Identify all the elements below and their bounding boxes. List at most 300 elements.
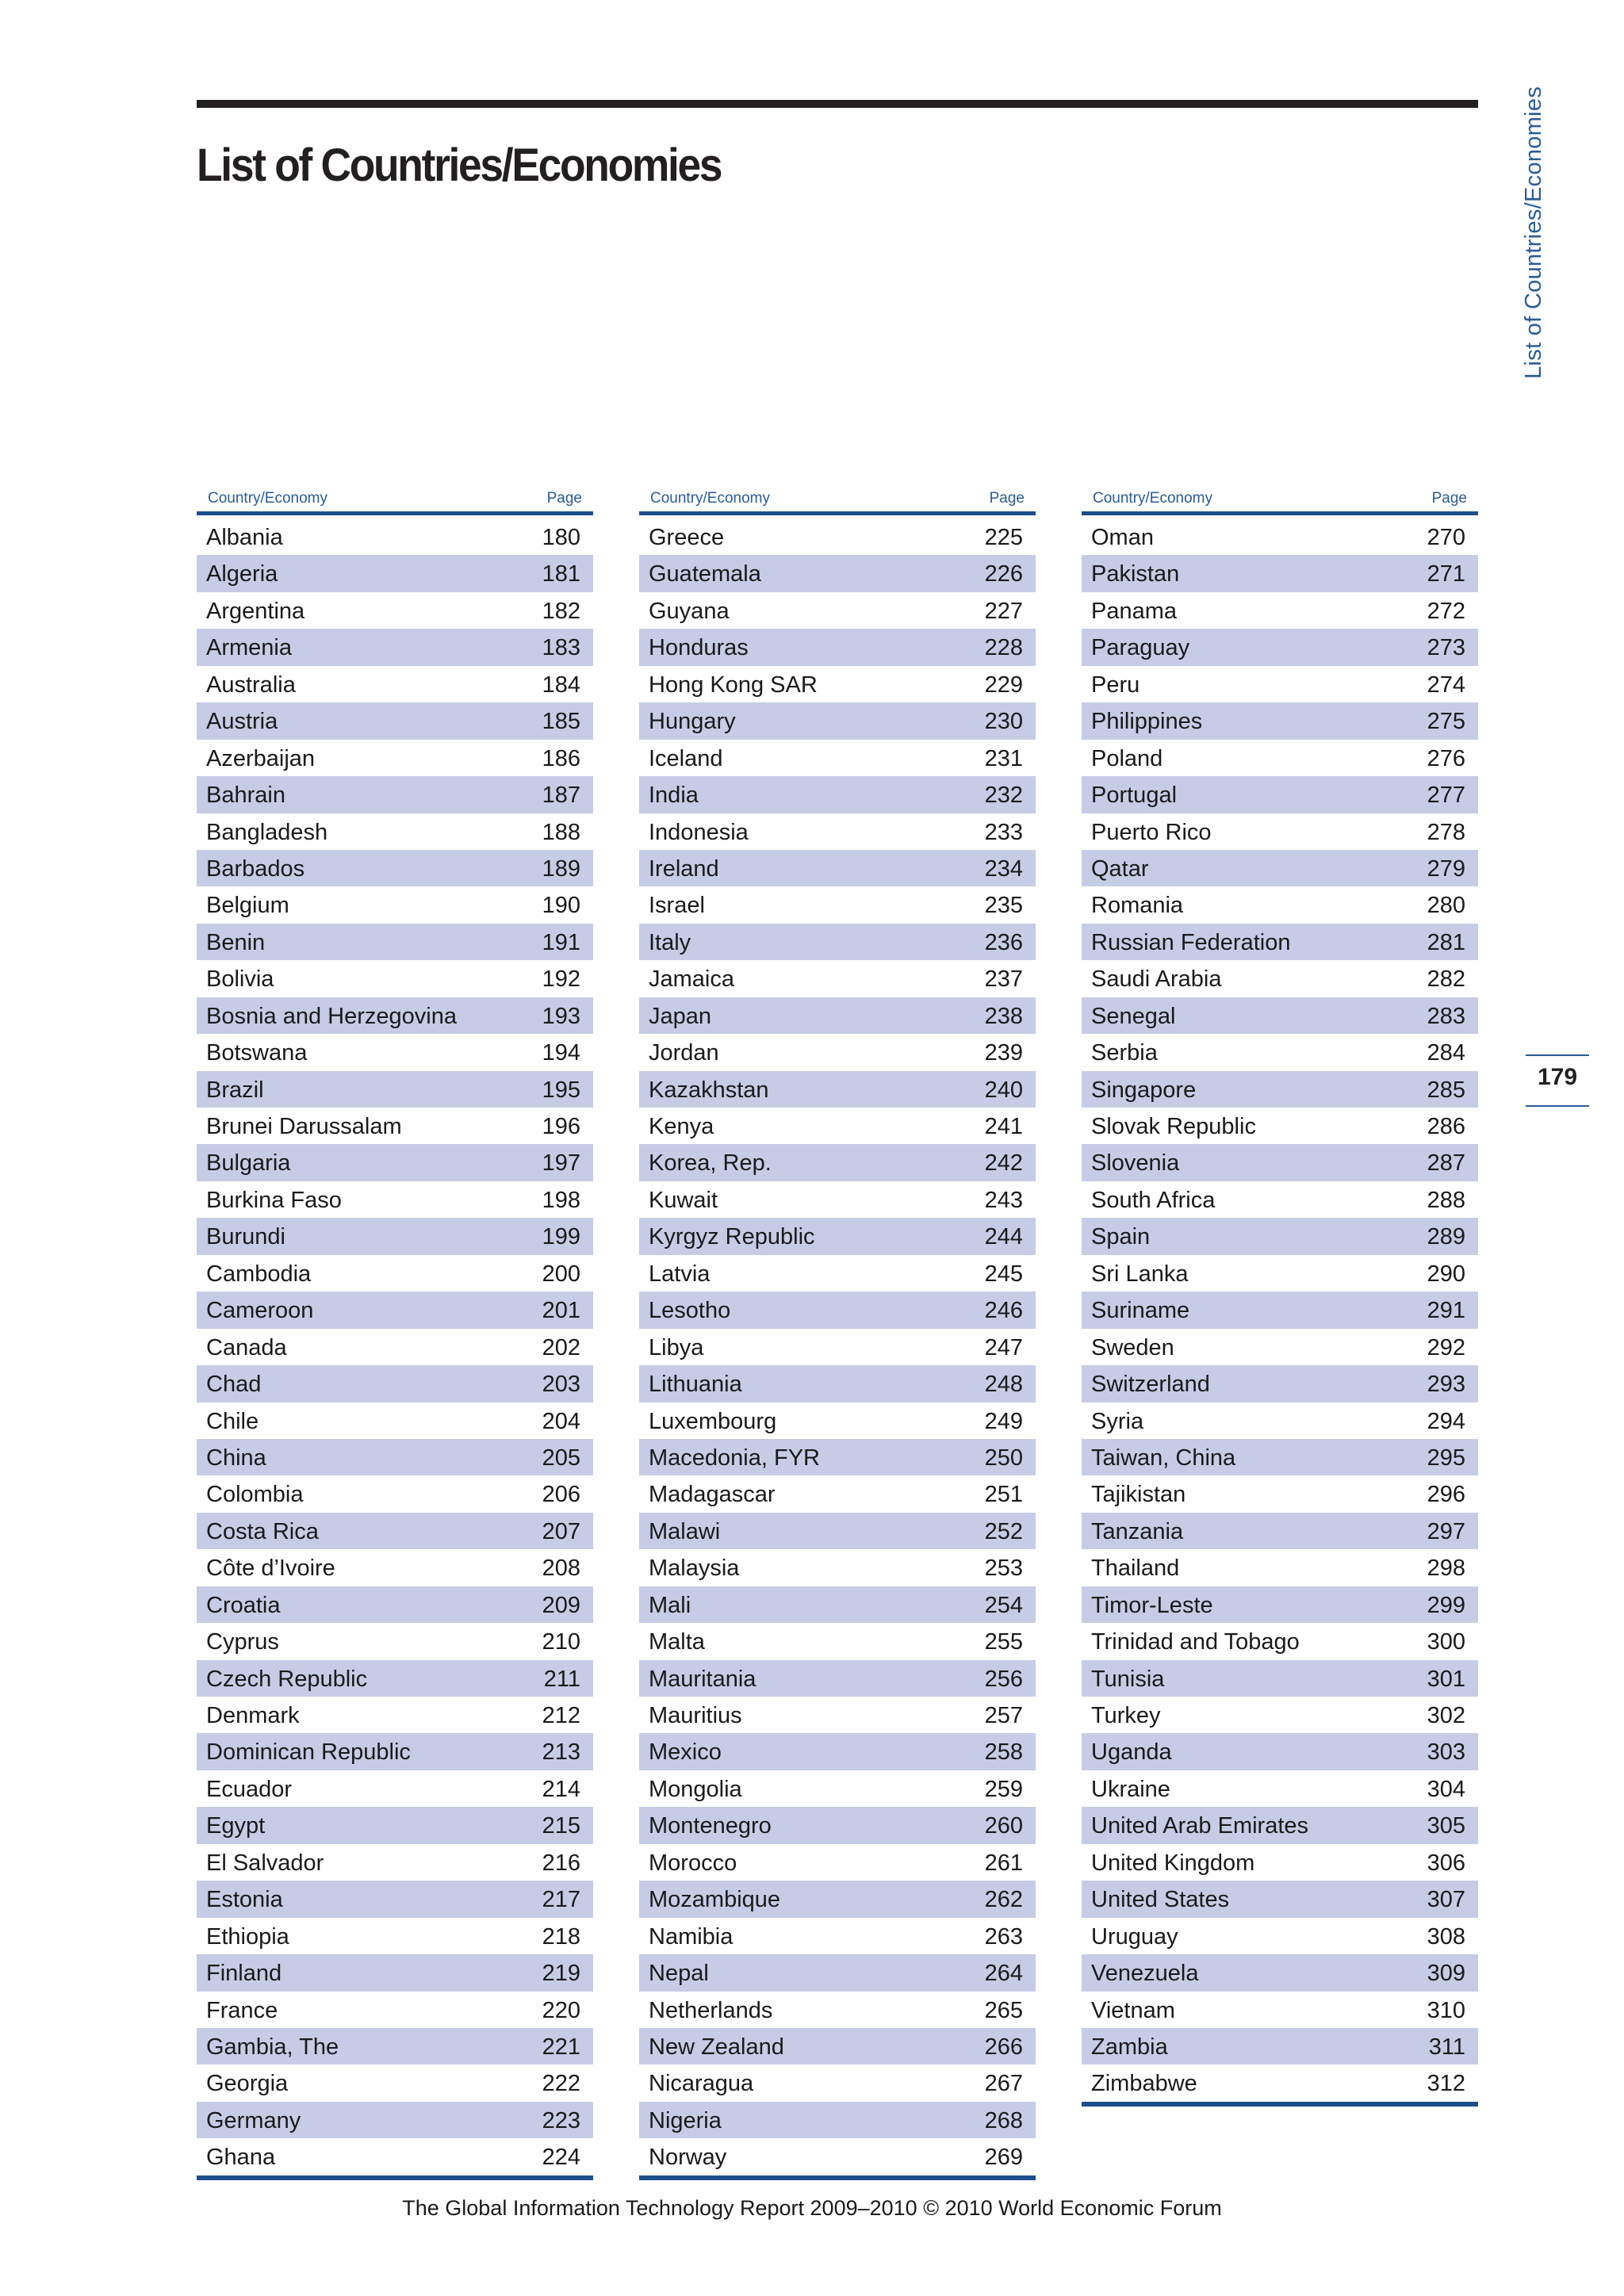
table-row	[639, 1623, 1036, 1659]
table-row	[197, 1770, 593, 1807]
country-name: Tunisia	[1091, 1666, 1165, 1692]
country-name: Nepal	[649, 1961, 709, 1987]
country-name: Azerbaijan	[206, 745, 316, 771]
page-ref: 274	[1427, 672, 1465, 698]
page-ref: 287	[1427, 1150, 1465, 1177]
country-name: Tajikistan	[1091, 1482, 1186, 1508]
page-ref: 297	[1427, 1518, 1465, 1544]
country-name: El Salvador	[206, 1850, 324, 1876]
page-ref: 253	[984, 1556, 1023, 1582]
table-row	[197, 629, 593, 665]
country-name: Colombia	[206, 1482, 304, 1508]
page-ref: 189	[542, 855, 580, 882]
table-row	[639, 1475, 1036, 1512]
page-ref: 279	[1427, 855, 1465, 882]
page-ref: 192	[542, 966, 580, 993]
page-ref: 222	[542, 2071, 580, 2097]
table-row	[1082, 1660, 1478, 1697]
page-ref: 299	[1427, 1592, 1465, 1618]
page-ref: 231	[984, 745, 1023, 771]
country-name: Oman	[1091, 525, 1154, 550]
page-ref: 302	[1427, 1703, 1465, 1728]
table-row	[197, 2102, 593, 2138]
table-row	[1082, 592, 1478, 629]
country-name: Ecuador	[206, 1776, 293, 1802]
table-row	[197, 666, 593, 702]
table-row	[1082, 850, 1478, 886]
table-row	[197, 1623, 593, 1659]
country-name: Pakistan	[1091, 561, 1180, 587]
page-ref: 226	[984, 561, 1023, 587]
page-ref: 234	[984, 855, 1023, 882]
country-name: Germany	[206, 2107, 301, 2133]
country-name: Iceland	[649, 745, 723, 771]
country-name: Chad	[206, 1372, 262, 1398]
country-name: New Zealand	[649, 2034, 784, 2060]
table-row	[197, 776, 593, 813]
table-row	[639, 702, 1036, 739]
page-ref: 290	[1427, 1261, 1465, 1287]
page-ref: 183	[542, 635, 580, 661]
country-name: Montenegro	[649, 1813, 772, 1839]
table-row	[639, 1881, 1036, 1917]
page-ref: 216	[542, 1850, 580, 1876]
page-ref: 262	[984, 1887, 1023, 1913]
page-ref: 201	[542, 1298, 580, 1324]
country-name: Peru	[1091, 672, 1140, 698]
table-row	[1082, 1034, 1478, 1070]
page-ref: 240	[984, 1077, 1023, 1103]
page-ref: 193	[542, 1003, 580, 1029]
country-name: Kenya	[649, 1114, 714, 1139]
table-row	[197, 1844, 593, 1881]
country-name: Cameroon	[206, 1298, 314, 1324]
country-name: Bangladesh	[206, 819, 328, 845]
page-ref: 203	[542, 1372, 580, 1398]
page-ref: 261	[984, 1850, 1023, 1876]
table-row	[639, 1365, 1036, 1402]
table-row	[197, 1881, 593, 1917]
country-name: Gambia, The	[206, 2034, 339, 2060]
table-row	[1082, 1918, 1478, 1954]
page-ref: 294	[1427, 1408, 1465, 1434]
country-name: Czech Republic	[206, 1666, 368, 1692]
country-name: Malta	[649, 1629, 705, 1655]
country-name: Bulgaria	[206, 1150, 291, 1177]
page-ref: 269	[984, 2145, 1023, 2171]
page-ref: 263	[984, 1923, 1023, 1950]
table-row	[1082, 1218, 1478, 1254]
country-name: Senegal	[1091, 1003, 1176, 1029]
page-ref: 248	[984, 1372, 1023, 1398]
country-name: Jordan	[649, 1040, 719, 1066]
table-row	[197, 1475, 593, 1512]
side-running-title: List of Countries/Economies	[1521, 86, 1546, 379]
page-ref: 188	[542, 819, 580, 845]
country-name: Georgia	[206, 2071, 289, 2097]
country-name: Hungary	[649, 709, 736, 735]
country-name: South Africa	[1091, 1187, 1216, 1213]
table-row	[1082, 776, 1478, 813]
country-name: Lesotho	[649, 1298, 731, 1324]
country-name: Honduras	[649, 635, 749, 661]
page-ref: 278	[1427, 819, 1465, 845]
table-row	[1082, 1623, 1478, 1659]
page-ref: 199	[542, 1224, 580, 1250]
table-row	[197, 813, 593, 850]
table-row	[1082, 1733, 1478, 1770]
table-row	[1082, 666, 1478, 702]
page-ref: 194	[542, 1040, 580, 1066]
country-name: Austria	[206, 709, 278, 735]
table-row	[1082, 2028, 1478, 2064]
country-name: Qatar	[1091, 855, 1149, 882]
column-header	[197, 484, 593, 515]
country-name: Ireland	[649, 855, 719, 882]
table-row	[639, 1513, 1036, 1549]
page-ref: 217	[542, 1887, 580, 1913]
country-name: Barbados	[206, 855, 305, 882]
table-row	[197, 519, 593, 555]
country-name: Burkina Faso	[206, 1187, 342, 1213]
table-row	[639, 1402, 1036, 1439]
table-row	[1082, 1844, 1478, 1881]
table-row	[1082, 1549, 1478, 1586]
page-ref: 223	[542, 2107, 580, 2133]
country-name: Ghana	[206, 2145, 276, 2171]
country-name: Chile	[206, 1408, 259, 1434]
page-ref: 195	[542, 1077, 580, 1103]
page-ref: 227	[984, 598, 1023, 624]
table-row	[1082, 1954, 1478, 1991]
country-name: United States	[1091, 1887, 1230, 1913]
table-row	[1082, 1402, 1478, 1439]
page-ref: 198	[542, 1187, 580, 1213]
table-row	[197, 1513, 593, 1549]
table-row	[639, 1586, 1036, 1623]
column-header	[1082, 484, 1478, 515]
country-name: Nicaragua	[649, 2071, 754, 2097]
country-name: United Arab Emirates	[1091, 1813, 1309, 1839]
table-row	[639, 1807, 1036, 1843]
table-row	[639, 666, 1036, 702]
table-row	[197, 1439, 593, 1475]
page-ref: 256	[984, 1666, 1023, 1692]
country-name: Portugal	[1091, 783, 1178, 809]
table-row	[1082, 1770, 1478, 1807]
page-ref: 200	[542, 1261, 580, 1287]
country-name: Ethiopia	[206, 1923, 289, 1950]
country-name: Madagascar	[649, 1482, 776, 1508]
page-ref: 241	[984, 1114, 1023, 1139]
page-ref: 286	[1427, 1114, 1465, 1139]
country-name: Mali	[649, 1592, 691, 1618]
page-ref: 268	[984, 2107, 1023, 2133]
country-name: Kyrgyz Republic	[649, 1224, 815, 1250]
country-name: Cambodia	[206, 1261, 312, 1287]
country-name: Israel	[649, 893, 705, 919]
page-ref: 180	[542, 525, 580, 550]
table-row	[639, 1255, 1036, 1292]
country-name: Armenia	[206, 635, 292, 661]
page-ref: 282	[1427, 966, 1465, 993]
country-name: Luxembourg	[649, 1408, 777, 1434]
country-name: Poland	[1091, 745, 1163, 771]
table-row	[639, 592, 1036, 629]
table-row	[1082, 1475, 1478, 1512]
page-ref: 301	[1427, 1666, 1465, 1692]
country-rows	[1082, 519, 1478, 2102]
country-name: Mauritania	[649, 1666, 756, 1692]
table-row	[639, 997, 1036, 1034]
page-ref: 208	[542, 1556, 580, 1582]
page-ref: 292	[1427, 1334, 1465, 1360]
country-name: Paraguay	[1091, 635, 1190, 661]
page-ref: 220	[542, 1997, 580, 2023]
table-row	[639, 1108, 1036, 1144]
country-name: Slovenia	[1091, 1150, 1180, 1177]
page-ref: 251	[984, 1482, 1023, 1508]
page-ref: 296	[1427, 1482, 1465, 1508]
page-ref: 276	[1427, 745, 1465, 771]
page-ref: 252	[984, 1518, 1023, 1544]
page-ref: 272	[1427, 598, 1465, 624]
page-ref: 291	[1427, 1298, 1465, 1324]
page-ref: 258	[984, 1739, 1023, 1766]
page-ref: 283	[1427, 1003, 1465, 1029]
table-row	[1082, 1365, 1478, 1402]
table-row	[639, 1549, 1036, 1586]
page-ref: 211	[543, 1666, 580, 1692]
table-row	[1082, 886, 1478, 923]
page-ref: 298	[1427, 1556, 1465, 1582]
country-name: Egypt	[206, 1813, 266, 1839]
table-row	[639, 1844, 1036, 1881]
table-row	[639, 1992, 1036, 2028]
page-ref: 245	[984, 1261, 1023, 1287]
table-row	[197, 702, 593, 739]
page-ref: 250	[984, 1445, 1023, 1471]
table-row	[197, 1807, 593, 1843]
table-row	[639, 1292, 1036, 1328]
country-name: Estonia	[206, 1887, 283, 1913]
table-row	[639, 740, 1036, 776]
table-row	[1082, 1071, 1478, 1108]
page-ref: 277	[1427, 783, 1465, 809]
table-row	[197, 850, 593, 886]
page-ref: 228	[984, 635, 1023, 661]
page-ref: 181	[542, 561, 580, 587]
page-ref: 284	[1427, 1040, 1465, 1066]
page-ref: 306	[1427, 1850, 1465, 1876]
page-ref: 202	[542, 1334, 580, 1360]
table-row	[197, 1071, 593, 1108]
table-row	[197, 1292, 593, 1328]
column-end-rule	[639, 2175, 1036, 2180]
page-ref: 237	[984, 966, 1023, 993]
country-name: Australia	[206, 672, 296, 698]
column-header-page: Page	[989, 490, 1025, 507]
table-row	[1082, 997, 1478, 1034]
page-ref: 232	[984, 783, 1023, 809]
page-ref: 271	[1427, 561, 1465, 587]
table-row	[197, 1108, 593, 1144]
page-ref: 238	[984, 1003, 1023, 1029]
country-name: Slovak Republic	[1091, 1114, 1256, 1139]
table-row	[639, 1954, 1036, 1991]
page-ref: 295	[1427, 1445, 1465, 1471]
table-row	[639, 776, 1036, 813]
country-name: Côte d’Ivoire	[206, 1556, 335, 1582]
page-ref: 270	[1427, 525, 1465, 550]
country-name: Mongolia	[649, 1776, 742, 1802]
country-rows	[639, 519, 1036, 2175]
table-row	[1082, 1881, 1478, 1917]
country-name: Sri Lanka	[1091, 1261, 1189, 1287]
table-row	[1082, 740, 1478, 776]
table-row	[1082, 1807, 1478, 1843]
country-name: Syria	[1091, 1408, 1144, 1434]
column-header-page: Page	[1431, 490, 1467, 507]
table-row	[197, 1549, 593, 1586]
table-row	[639, 886, 1036, 923]
country-name: Brazil	[206, 1077, 264, 1103]
country-name: Trinidad and Tobago	[1091, 1629, 1300, 1655]
table-row	[197, 2028, 593, 2064]
country-name: France	[206, 1997, 278, 2023]
country-name: Libya	[649, 1334, 704, 1360]
table-row	[639, 1697, 1036, 1733]
page-ref: 185	[542, 709, 580, 735]
table-row	[197, 1918, 593, 1954]
table-row	[1082, 1992, 1478, 2028]
table-row	[1082, 1586, 1478, 1623]
table-row	[197, 1329, 593, 1365]
country-name: Kuwait	[649, 1187, 718, 1213]
page-number: 179	[1537, 1064, 1578, 1090]
country-name: Hong Kong SAR	[649, 672, 818, 698]
table-row	[197, 1365, 593, 1402]
page-ref: 244	[984, 1224, 1023, 1250]
table-row	[639, 960, 1036, 997]
country-name: Nigeria	[649, 2107, 722, 2133]
country-name: Romania	[1091, 893, 1184, 919]
country-name: Russian Federation	[1091, 929, 1291, 955]
country-name: Mauritius	[649, 1703, 742, 1728]
table-row	[197, 1586, 593, 1623]
country-name: Dominican Republic	[206, 1739, 411, 1766]
page-ref: 254	[984, 1592, 1023, 1618]
page-ref: 249	[984, 1408, 1023, 1434]
table-row	[1082, 629, 1478, 665]
country-name: Suriname	[1091, 1298, 1190, 1324]
table-row	[197, 1660, 593, 1697]
table-row	[197, 555, 593, 591]
table-row	[197, 1733, 593, 1770]
country-name: Uruguay	[1091, 1923, 1178, 1950]
country-name: Kazakhstan	[649, 1077, 769, 1103]
table-row	[639, 924, 1036, 960]
table-row	[639, 1733, 1036, 1770]
page-ref: 214	[542, 1776, 580, 1802]
country-name: Finland	[206, 1961, 282, 1987]
page-ref: 243	[984, 1187, 1023, 1213]
page-ref: 224	[542, 2145, 580, 2171]
footer-copyright: The Global Information Technology Report 2009–2010 © 2010 World Economic Forum	[402, 2196, 1222, 2220]
country-name: Belgium	[206, 893, 289, 919]
page-ref: 235	[984, 893, 1023, 919]
page-ref: 304	[1427, 1776, 1465, 1802]
country-name: Ukraine	[1091, 1776, 1170, 1802]
table-row	[639, 850, 1036, 886]
table-row	[197, 1954, 593, 1991]
country-name: Timor-Leste	[1091, 1592, 1213, 1618]
table-row	[639, 1218, 1036, 1254]
table-row	[1082, 924, 1478, 960]
country-name: Uganda	[1091, 1739, 1172, 1766]
country-name: Indonesia	[649, 819, 749, 845]
table-row	[639, 1918, 1036, 1954]
table-row	[197, 2138, 593, 2175]
country-name: Lithuania	[649, 1372, 742, 1398]
page-ref: 267	[984, 2071, 1023, 2097]
page-ref: 288	[1427, 1187, 1465, 1213]
table-row	[639, 1144, 1036, 1181]
country-name: Argentina	[206, 598, 305, 624]
page-ref: 285	[1427, 1077, 1465, 1103]
page-ref: 257	[984, 1703, 1023, 1728]
table-row	[639, 1034, 1036, 1070]
page-ref: 191	[542, 929, 580, 955]
country-name: Morocco	[649, 1850, 737, 1876]
page-ref: 233	[984, 819, 1023, 845]
page-ref: 206	[542, 1482, 580, 1508]
page-ref: 311	[1428, 2034, 1465, 2060]
country-name: Greece	[649, 525, 725, 550]
page-ref: 259	[984, 1776, 1023, 1802]
country-name: Canada	[206, 1334, 287, 1360]
page-ref: 247	[984, 1334, 1023, 1360]
table-row	[1082, 1144, 1478, 1181]
page-ref: 273	[1427, 635, 1465, 661]
country-name: Malawi	[649, 1518, 721, 1544]
table-row	[1082, 1292, 1478, 1328]
country-name: Tanzania	[1091, 1518, 1184, 1544]
page-number-rule-bottom	[1526, 1105, 1589, 1107]
table-row	[639, 1439, 1036, 1475]
table-row	[197, 1034, 593, 1070]
table-row	[197, 740, 593, 776]
table-row	[1082, 1255, 1478, 1292]
table-row	[1082, 1181, 1478, 1218]
page-ref: 264	[984, 1961, 1023, 1987]
table-row	[639, 555, 1036, 591]
country-name: Spain	[1091, 1224, 1151, 1250]
country-rows	[197, 519, 593, 2175]
country-name: Malaysia	[649, 1556, 740, 1582]
table-row	[1082, 555, 1478, 591]
page-ref: 230	[984, 709, 1023, 735]
page-ref: 215	[542, 1813, 580, 1839]
table-row	[1082, 519, 1478, 555]
page-ref: 309	[1427, 1961, 1465, 1987]
table-row	[639, 2102, 1036, 2138]
page-ref: 190	[542, 893, 580, 919]
table-row	[1082, 1513, 1478, 1549]
page-ref: 275	[1427, 709, 1465, 735]
page-ref: 218	[542, 1923, 580, 1950]
page-ref: 266	[984, 2034, 1023, 2060]
